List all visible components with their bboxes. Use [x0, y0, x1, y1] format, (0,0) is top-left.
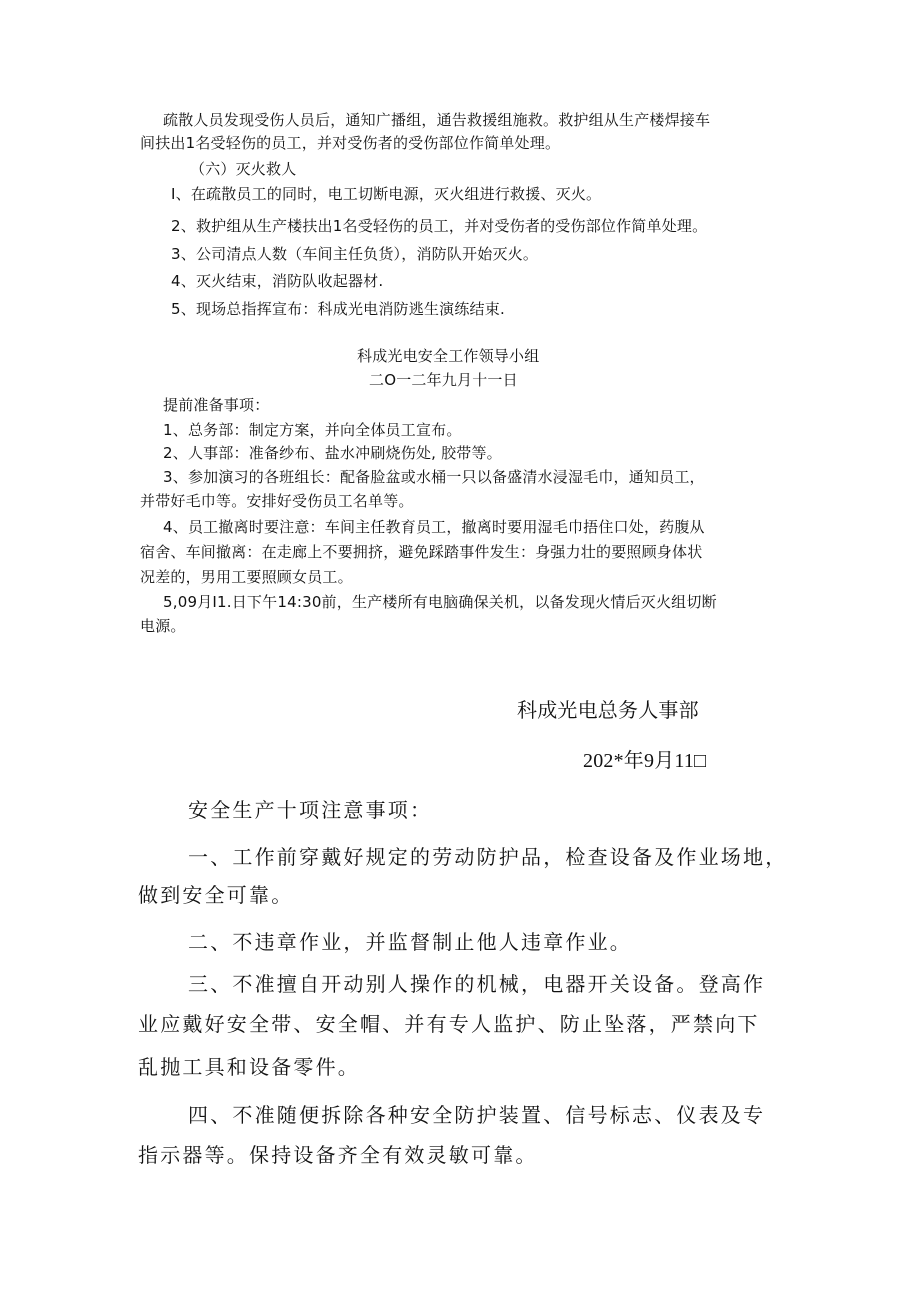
- signature-org: 科成光电安全工作领导小组: [357, 347, 540, 365]
- list-item: 1、总务部：制定方案，并向全体员工宣布。: [163, 421, 462, 439]
- list-item: 4、员工撤离时要注意：车间主任教育员工，撤离时要用湿毛巾捂住口处，药腹从: [163, 518, 705, 536]
- paragraph-line: 疏散人员发现受伤人员后，通知广播组，通告救援组施救。救护组从生产楼焊接车: [163, 111, 711, 129]
- list-item: 况差的，男用工要照顾女员工。: [140, 568, 353, 586]
- list-item: 2、救护组从生产楼扶出1名受轻伤的员工，并对受伤者的受伤部位作简单处理。: [171, 217, 708, 235]
- signature-org: 科成光电总务人事部: [517, 698, 699, 722]
- list-item: 5,09月I1.日下午14:30前，生产楼所有电脑确保关机，以备发现火情后灭火组切断: [163, 593, 717, 611]
- section-heading: （六）灭火救人: [190, 160, 297, 178]
- paragraph-line: 指示器等。保持设备齐全有效灵敏可靠。: [138, 1143, 538, 1167]
- paragraph-line: 二、不违章作业，并监督制止他人违章作业。: [188, 930, 632, 954]
- paragraph-line: 做到安全可靠。: [138, 883, 294, 907]
- paragraph-line: 乱抛工具和设备零件。: [138, 1055, 360, 1079]
- signature-date: 二O一二年九月十一日: [369, 371, 518, 389]
- section-heading: 提前准备事项：: [163, 396, 270, 414]
- list-item: 宿舍、车间撤离：在走廊上不要拥挤，避免踩踏事件发生：身强力壮的要照顾身体状: [140, 543, 703, 561]
- list-item: 5、现场总指挥宣布：科成光电消防逃生演练结束.: [171, 300, 505, 318]
- paragraph-line: 一、工作前穿戴好规定的劳动防护品，检查设备及作业场地，: [188, 845, 788, 869]
- list-item: 并带好毛巾等。安排好受伤员工名单等。: [140, 492, 414, 510]
- list-item: I、在疏散员工的同时，电工切断电源，灭火组进行救援、灭火。: [171, 185, 602, 203]
- section-heading: 安全生产十项注意事项：: [188, 798, 433, 822]
- paragraph-line: 业应戴好安全带、安全帽、并有专人监护、防止坠落，严禁向下: [138, 1012, 760, 1036]
- list-item: 电源。: [140, 617, 186, 635]
- signature-date: 202*年9月11□: [583, 750, 707, 772]
- paragraph-line: 间扶出1名受轻伤的员工，并对受伤者的受伤部位作简单处理。: [140, 134, 561, 152]
- list-item: 2、人事部：准备纱布、盐水冲刷烧伤处, 胶带等。: [163, 444, 502, 462]
- list-item: 4、灭火结束，消防队收起器材.: [171, 272, 384, 290]
- paragraph-line: 三、不准擅自开动别人操作的机械，电器开关设备。登高作: [188, 972, 766, 996]
- list-item: 3、公司清点人数（车间主任负货），消防队开始灭火。: [171, 245, 539, 263]
- paragraph-line: 四、不准随便拆除各种安全防护装置、信号标志、仪表及专: [188, 1103, 766, 1127]
- list-item: 3、参加演习的各班组长：配备脸盆或水桶一只以备盛清水浸湿毛巾，通知员工，: [163, 468, 705, 486]
